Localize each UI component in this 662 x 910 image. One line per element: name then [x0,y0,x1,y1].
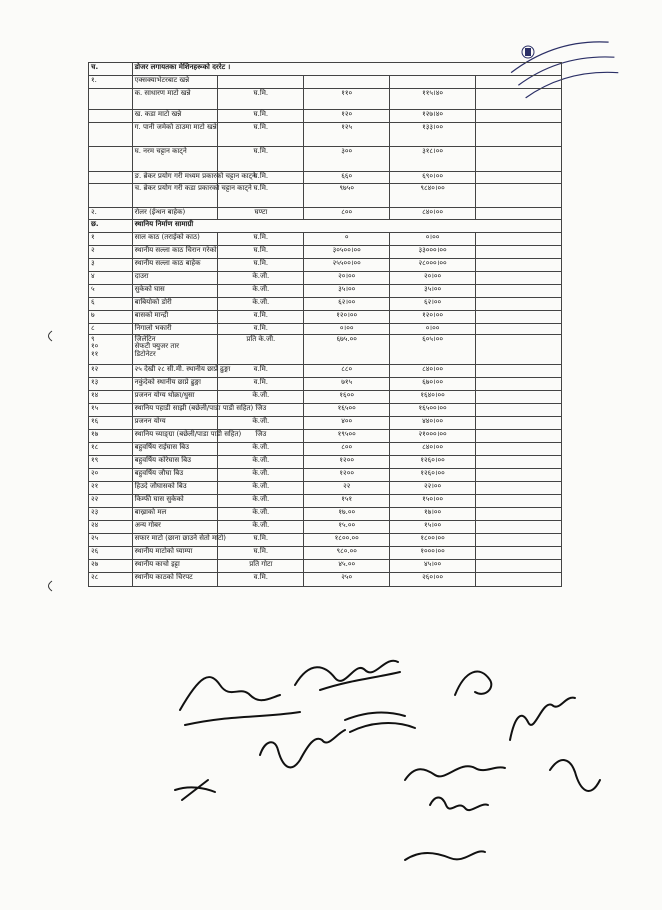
description-cell: ङ. ब्रेकर प्रयोग गरी मध्यम प्रकारको चट्टान काट्ने [132,172,218,184]
serial-cell: २ [89,246,133,259]
approved-rate-cell: १२६०।०० [390,468,476,481]
approved-rate-cell: १२०।०० [390,311,476,324]
approved-rate-cell: ३५।०० [390,285,476,298]
remarks-cell [476,110,562,123]
signature-8 [405,766,505,780]
description-cell: क. साधारण माटो खन्ने [132,89,218,110]
description-cell: अन्य गोबर [132,520,218,533]
table-row [89,110,562,123]
approved-rate-cell: १२६०।०० [390,455,476,468]
rate-cell: २५० [304,572,390,586]
approved-rate-cell: ६७०।०० [390,377,476,390]
unit-cell: के.जी. [218,442,304,455]
unit-cell: घ.मि. [218,172,304,184]
unit-cell: के.जी. [218,298,304,311]
rate-cell: ६७५.०० [304,334,390,364]
approved-rate-cell: १६४०।०० [390,390,476,403]
remarks-cell [476,184,562,208]
signature-2 [295,661,400,690]
remarks-cell [476,272,562,285]
unit-cell: व.मि. [218,324,304,335]
unit-cell: घ.मि. [218,110,304,123]
serial-cell: २. [89,208,133,220]
approved-rate-cell: २६०।०० [390,572,476,586]
rate-cell: ३०५००।०० [304,246,390,259]
signature-9 [430,798,488,811]
rate-cell: १५.०० [304,520,390,533]
description-cell: साल काठ (तराईको काठ) [132,233,218,246]
remarks-cell [476,311,562,324]
remarks-cell [476,520,562,533]
rate-cell: १२० [304,110,390,123]
remarks-cell [476,442,562,455]
table-row [89,416,562,429]
signature-7 [175,780,215,800]
serial-cell [89,89,133,110]
unit-cell: प्रति गोटा [218,559,304,572]
table-row [89,285,562,298]
description-cell: स्थानिय च्याङ्ग्रा (बछेली/पाडा पाडी सहित) [132,429,218,442]
serial-cell: ८ [89,324,133,335]
table-row [89,324,562,335]
table-row [89,481,562,494]
description-cell: सुकेको घास [132,285,218,298]
rate-cell: ४५.०० [304,559,390,572]
description-cell: बाबियोको डोरी [132,298,218,311]
table-row [89,172,562,184]
approved-rate-cell: ३३०००।०० [390,246,476,259]
rate-cell: ३५।०० [304,285,390,298]
rate-cell: ९७५० [304,184,390,208]
table-row [89,246,562,259]
table-row [89,429,562,442]
table-row [89,559,562,572]
serial-cell: २३ [89,507,133,520]
unit-cell: के.जी. [218,520,304,533]
rate-cell: १७.०० [304,507,390,520]
rate-cell: ०।०० [304,324,390,335]
signature-4 [345,713,415,732]
unit-cell: के.जी. [218,481,304,494]
description-cell: बहुवर्षिय जौघा बिउ [132,468,218,481]
serial-cell: ३ [89,259,133,272]
unit-cell: घ.मि. [218,184,304,208]
table-row [89,272,562,285]
approved-rate-cell: ४४०।०० [390,416,476,429]
rate-cell: ८०० [304,442,390,455]
table-row [89,123,562,147]
table-row [89,546,562,559]
description-cell: बहुवर्षिय राईघास बिउ [132,442,218,455]
remarks-cell [476,172,562,184]
remarks-cell [476,334,562,364]
serial-cell: १८ [89,442,133,455]
remarks-cell [476,403,562,416]
remarks-cell [476,533,562,546]
rate-cell: ८०० [304,208,390,220]
rate-cell: ३०० [304,147,390,172]
serial-cell: २८ [89,572,133,586]
table-row [89,520,562,533]
description-cell: रोलर (ईन्धन बाहेक) [132,208,218,220]
serial-cell [89,123,133,147]
unit-cell: घण्टा [218,208,304,220]
remarks-cell [476,147,562,172]
description-cell: स्थानीय सल्ला काठ बाहेक [132,259,218,272]
approved-rate-cell: ०।०० [390,324,476,335]
description-cell: नकुंदेको स्थानीय छाप्ने ढुङ्गा [132,377,218,390]
table-row [89,377,562,390]
table-row [89,259,562,272]
remarks-cell [476,468,562,481]
rate-cell: २०।०० [304,272,390,285]
unit-cell: के.जी. [218,507,304,520]
remarks-cell [476,429,562,442]
approved-rate-cell: १८००।०० [390,533,476,546]
approved-rate-cell: ६०५।०० [390,334,476,364]
unit-cell: घ.मि. [218,89,304,110]
rate-cell: १८००.०० [304,533,390,546]
description-cell: स्थानीय काठको चिरपट [132,572,218,586]
table-row [89,572,562,586]
unit-cell: व.मि. [218,572,304,586]
approved-rate-cell: २०।०० [390,272,476,285]
approved-rate-cell: १५।०० [390,520,476,533]
description-cell: स्थानीय सल्ला काठ चिरान गरेको [132,246,218,259]
table-row [89,494,562,507]
signature-5 [510,698,575,740]
rate-cell: ४०० [304,416,390,429]
unit-cell: घ.मि. [218,246,304,259]
remarks-cell [476,559,562,572]
remarks-cell [476,507,562,520]
serial-cell: १. [89,76,133,89]
rate-cell [304,76,390,89]
serial-cell: २७ [89,559,133,572]
unit-cell: के.जी. [218,272,304,285]
approved-rate-cell: २८०००।०० [390,259,476,272]
rate-cell: ११० [304,89,390,110]
unit-cell: प्रति के.जी. [218,334,304,364]
description-cell: प्रजनन योग्य थोक्रा/धुसा [132,390,218,403]
section-header [89,63,562,76]
serial-cell: २२ [89,494,133,507]
rate-cell: १६५०० [304,403,390,416]
description-cell: २५ देखी २८ सी.मी. स्थानीय छाप्ने ढुङ्गा [132,364,218,377]
table-row [89,147,562,172]
signature-3 [455,672,491,695]
rate-cell: ० [304,233,390,246]
approved-rate-cell: १६५००।०० [390,403,476,416]
approved-rate-cell: १०००।०० [390,546,476,559]
rate-cell: २२ [304,481,390,494]
description-cell: जिलेटिन सेफटी फ्युजर तार डिटोनेटर [132,334,218,364]
unit-cell: के.जी. [218,390,304,403]
approved-rate-cell: ४५।०० [390,559,476,572]
table-row [89,311,562,324]
rates-table [88,62,562,587]
serial-cell: २१ [89,481,133,494]
unit-cell: घ.मि. [218,147,304,172]
unit-cell: घ.मि. [218,233,304,246]
remarks-cell [476,259,562,272]
description-cell: बहुवर्षिय कोरेघास बिउ [132,455,218,468]
rate-cell: १२०० [304,468,390,481]
approved-rate-cell: २२।०० [390,481,476,494]
signature-6 [260,730,345,767]
description-cell: बाख्राको मल [132,507,218,520]
serial-cell: ६ [89,298,133,311]
remarks-cell [476,233,562,246]
unit-cell: जिउ [218,429,304,442]
remarks-cell [476,246,562,259]
serial-cell: ५ [89,285,133,298]
description-cell: ग. पानी जमेको ठाउमा माटो खन्ने [132,123,218,147]
left-margin-mark-1 [44,328,54,342]
approved-rate-cell: ६२।०० [390,298,476,311]
table-row [89,390,562,403]
rate-cell: १२०।०० [304,311,390,324]
unit-cell: जिउ [218,403,304,416]
remarks-cell [476,546,562,559]
remarks-cell [476,123,562,147]
table-row [89,208,562,220]
remarks-cell [476,89,562,110]
description-cell: स्थानीय काचो इट्टा [132,559,218,572]
signatures-area [150,640,620,880]
serial-cell: १३ [89,377,133,390]
remarks-cell [476,416,562,429]
table-row [89,403,562,416]
rate-cell: १९५०० [304,429,390,442]
rate-cell: १२५ [304,123,390,147]
serial-cell: १९ [89,455,133,468]
section-code: च. [89,63,133,76]
table-row [89,184,562,208]
unit-cell [218,76,304,89]
rate-cell: ६२।०० [304,298,390,311]
table-row [89,533,562,546]
table-row [89,334,562,364]
serial-cell [89,184,133,208]
unit-cell: व.मि. [218,377,304,390]
approved-rate-cell: ०।०० [390,233,476,246]
description-cell: दाउरा [132,272,218,285]
approved-rate-cell: ८४०।०० [390,208,476,220]
section-code: छ. [89,220,133,233]
remarks-cell [476,390,562,403]
remarks-cell [476,208,562,220]
approved-rate-cell: ८४०।०० [390,364,476,377]
signature-1 [180,677,300,725]
remarks-cell [476,494,562,507]
section-header [89,220,562,233]
remarks-cell [476,324,562,335]
remarks-cell [476,298,562,311]
description-cell: घ. नरम चट्टान काट्ने [132,147,218,172]
rate-cell: १६०० [304,390,390,403]
serial-cell: २४ [89,520,133,533]
table-row [89,442,562,455]
rate-cell: ६६० [304,172,390,184]
unit-cell: के.जी. [218,494,304,507]
rate-cell: ७१५ [304,377,390,390]
section-title: स्थानिय निर्माण सामाग्री [132,220,561,233]
remarks-cell [476,364,562,377]
table-row [89,233,562,246]
table-row [89,364,562,377]
serial-cell [89,110,133,123]
description-cell: किम्फी घास सुकेको [132,494,218,507]
table-row [89,89,562,110]
rate-cell: २५५००।०० [304,259,390,272]
serial-cell: १२ [89,364,133,377]
unit-cell: घ.मि. [218,123,304,147]
table-row [89,298,562,311]
description-cell: बासको मान्द्री [132,311,218,324]
approved-rate-cell: ९८४०।०० [390,184,476,208]
unit-cell: व.मि. [218,364,304,377]
serial-cell: ७ [89,311,133,324]
signature-10 [550,760,600,791]
serial-cell: २६ [89,546,133,559]
rate-cell: १२०० [304,455,390,468]
approved-rate-cell: ६९०।०० [390,172,476,184]
serial-cell: १४ [89,390,133,403]
description-cell: एक्सक्याभेटरबाट खन्ने [132,76,218,89]
approved-rate-cell: ३१८।०० [390,147,476,172]
unit-cell: के.जी. [218,285,304,298]
left-margin-mark-2 [44,578,54,592]
unit-cell: के.जी. [218,455,304,468]
table-row [89,455,562,468]
serial-cell: १६ [89,416,133,429]
unit-cell: व.मि. [218,311,304,324]
approved-rate-cell: १३३।०० [390,123,476,147]
serial-cell: १५ [89,403,133,416]
remarks-cell [476,285,562,298]
description-cell: सफार माटो (छाना छाउने सेतो माटो) [132,533,218,546]
unit-cell: घ.मि. [218,533,304,546]
table-row [89,468,562,481]
remarks-cell [476,377,562,390]
serial-cell: २५ [89,533,133,546]
unit-cell: घ.मि. [218,259,304,272]
approved-rate-cell: १५०।०० [390,494,476,507]
unit-cell: के.जी. [218,468,304,481]
description-cell: ख. कडा माटो खन्ने [132,110,218,123]
approved-rate-cell: ८४०।०० [390,442,476,455]
table-row [89,507,562,520]
unit-cell: के.जी. [218,416,304,429]
approved-rate-cell: १७।०० [390,507,476,520]
rate-cell: ८८० [304,364,390,377]
approved-rate-cell: १२७।४० [390,110,476,123]
signature-11 [405,851,485,860]
description-cell: स्थानीय माटोको घ्याम्पा [132,546,218,559]
rate-cell: ९८०.०० [304,546,390,559]
remarks-cell [476,481,562,494]
unit-cell: घ.मि. [218,546,304,559]
remarks-cell [476,455,562,468]
section-title: डोजर लगायतका मेशिनहरूको दररेट । [132,63,561,76]
serial-cell: ४ [89,272,133,285]
approved-rate-cell [390,76,476,89]
serial-cell [89,172,133,184]
serial-cell: ९ १० ११ [89,334,133,364]
table-row [89,76,562,89]
serial-cell: २० [89,468,133,481]
description-cell: निगालो भकारी [132,324,218,335]
serial-cell: १७ [89,429,133,442]
serial-cell [89,147,133,172]
description-cell: स्थानिय पहाडी साझी (बछेली/पाडा पाडी सहित) [132,403,218,416]
description-cell: हिउदे जौघासको बिउ [132,481,218,494]
serial-cell: १ [89,233,133,246]
approved-rate-cell: ११५।४० [390,89,476,110]
description-cell: प्रजनन योग्य [132,416,218,429]
approved-rate-cell: २१०००।०० [390,429,476,442]
rate-cell: १५१ [304,494,390,507]
remarks-cell [476,76,562,89]
remarks-cell [476,572,562,586]
description-cell: च. ब्रेकर प्रयोग गरी कडा प्रकारको चट्टान काट्ने [132,184,218,208]
